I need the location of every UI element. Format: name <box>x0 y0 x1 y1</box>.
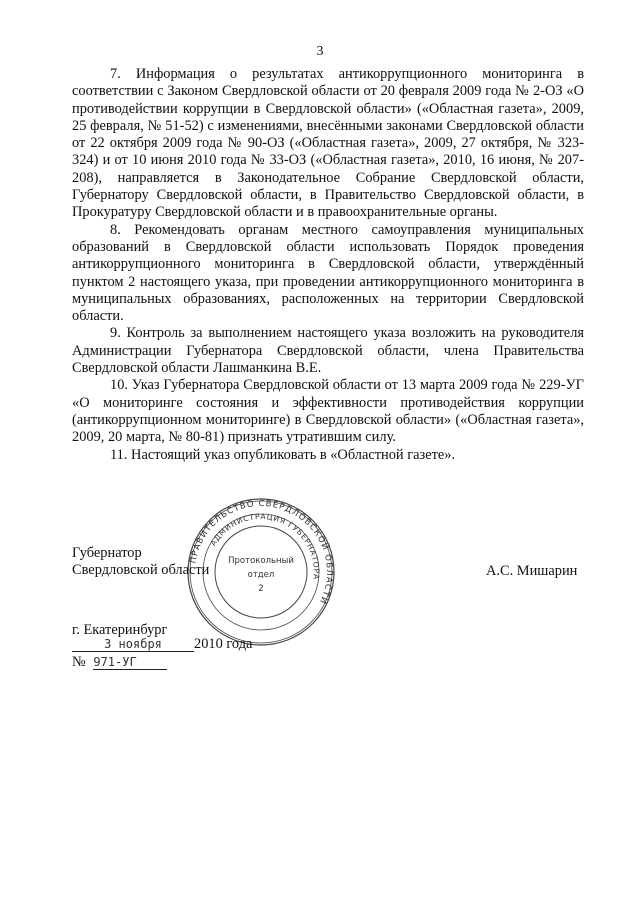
page-number: 3 <box>316 44 324 59</box>
svg-text:ПРАВИТЕЛЬСТВО СВЕРДЛОВСКОЙ ОБЛ: ПРАВИТЕЛЬСТВО СВЕРДЛОВСКОЙ ОБЛАСТИ <box>188 498 335 606</box>
paragraph-8: 8. Рекомендовать органам местного самоуправления муниципальных образований в Свердловской области использовать Порядок проведения антикоррупционного мониторинга в Свердловской области, утверждённый пунктом 2 настоящего указа, при проведении антикоррупционного мониторинга в муниципальных образованиях, расположенных на территории Свердловской области. <box>72 221 584 325</box>
svg-text:АДМИНИСТРАЦИЯ ГУБЕРНАТОРА: АДМИНИСТРАЦИЯ ГУБЕРНАТОРА <box>208 511 322 581</box>
document-date <box>72 636 252 653</box>
paragraph-7: 7. Информация о результатах антикоррупционного мониторинга в соответствии с Законом Свердловской области от 20 февраля 2009 года № 2-ОЗ «О противодействии коррупции в Свердловской области» («Областная газета», 2009, 25 февраля, № 51-52) с изменениями, внесёнными законами Свердловской области от 22 октября 2009 года № 90-ОЗ («Областная газета», 2009, 27 октября, № 323-324) и от 10 июня 2010 года № 33-ОЗ («Областная газета», 2010, 16 июня, № 207-208), направляется в Законодательное Собрание Свердловской области, Губернатору Свердловской области, в Правительство Свердловской области, в Прокуратуру Свердловской области и в правоохранительные органы. <box>72 66 584 221</box>
signature-position-line1: Губернатор <box>72 545 142 561</box>
signatory-name: А.С. Мишарин <box>486 563 578 579</box>
place-of-signing: г. Екатеринбург <box>72 622 168 638</box>
paragraph-10: 10. Указ Губернатора Свердловской области от 13 марта 2009 года № 229-УГ «О мониторинге состояния и эффективности противодействия коррупции (антикоррупционном мониторинге) в Свердловской области» («Областная газета», 2009, 20 марта, № 80-81) признать утратившим силу. <box>72 377 584 446</box>
signature-position <box>72 545 209 580</box>
number-handwritten: 971-УГ <box>93 655 167 670</box>
document-number <box>72 654 167 671</box>
date-handwritten: 3 ноября <box>72 637 194 652</box>
stamp-center-line1: Протокольный <box>228 556 294 566</box>
paragraph-9: 9. Контроль за выполнением настоящего указа возложить на руководителя Администрации Губернатора Свердловской области, члена Правительства Свердловской области Лашманкина В.Е. <box>72 325 584 377</box>
signature-position-line2: Свердловской области <box>72 562 210 579</box>
document-body <box>72 66 584 464</box>
number-prefix: № <box>72 654 86 670</box>
paragraph-11: 11. Настоящий указ опубликовать в «Областной газете». <box>110 446 456 463</box>
stamp-center-line2: отдел <box>247 570 275 580</box>
date-year: 2010 года <box>194 636 253 652</box>
stamp-center-line3: 2 <box>258 584 264 594</box>
